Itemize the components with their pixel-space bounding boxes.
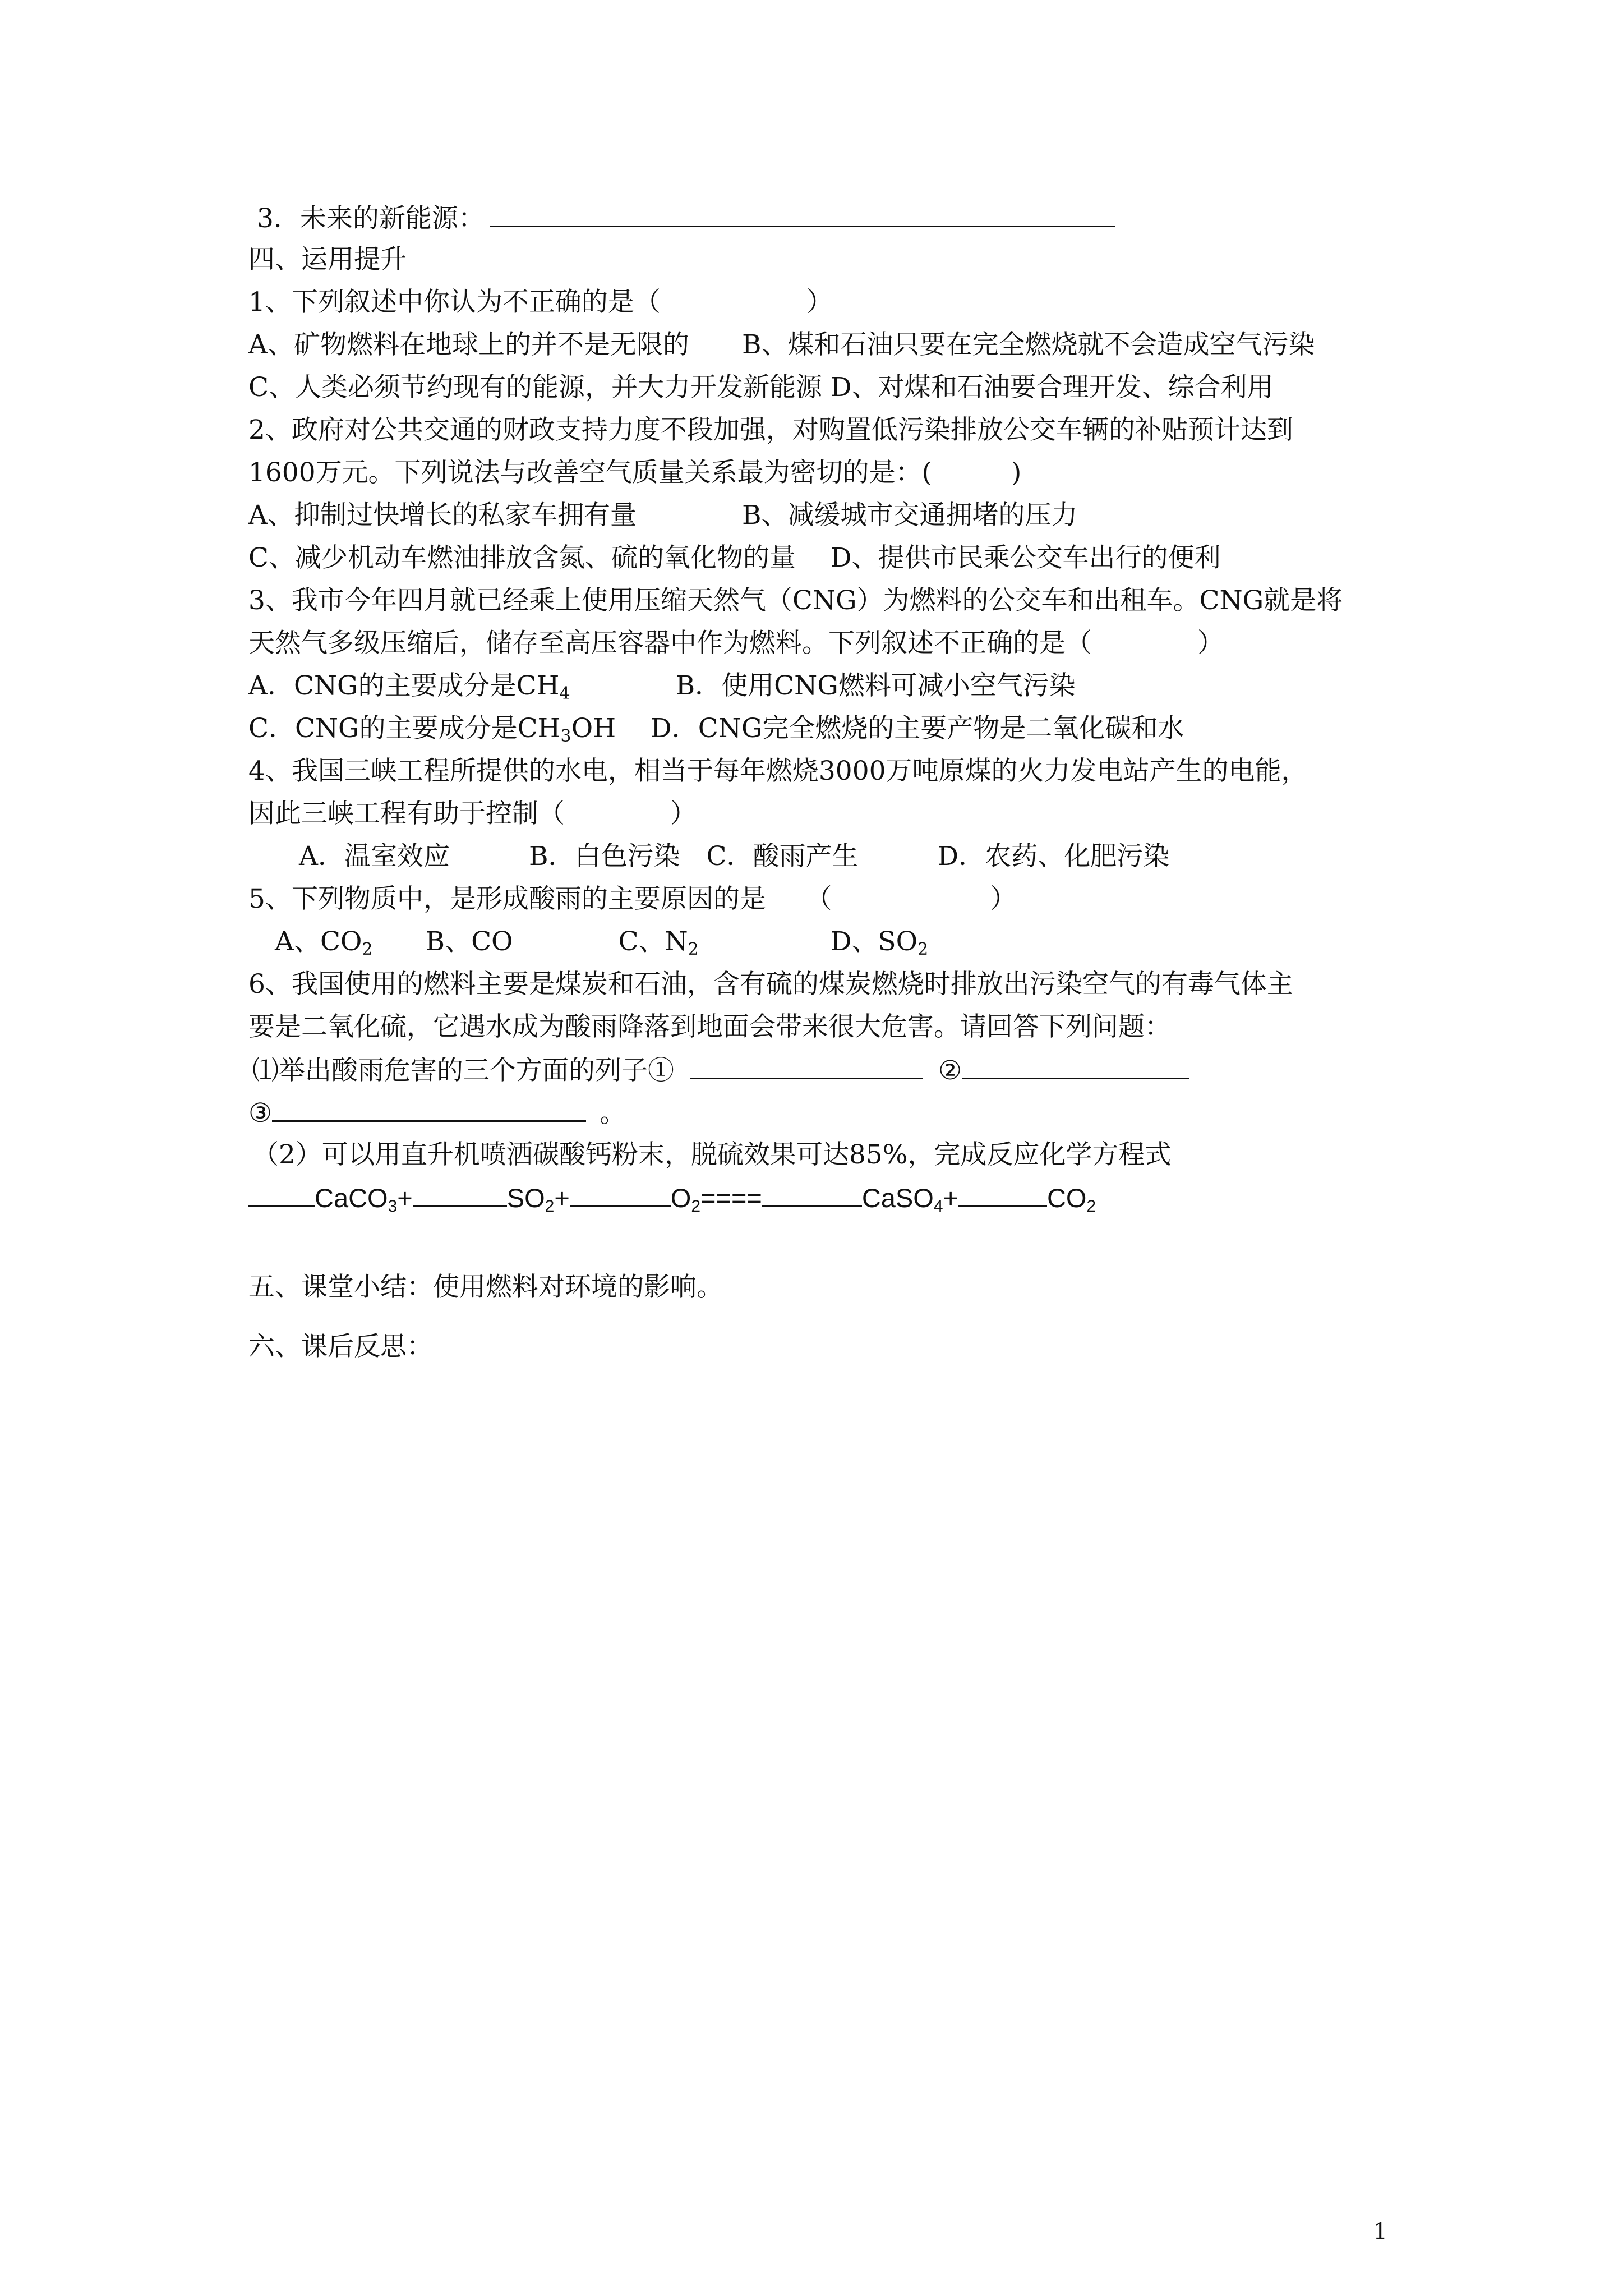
- q2-options-cd: C、减少机动车燃油排放含氮、硫的氧化物的量 D、提供市民乘公交车出行的便利: [248, 542, 1221, 573]
- q6-stem-line1: 6、我国使用的燃料主要是煤炭和石油，含有硫的煤炭燃烧时排放出污染空气的有毒气体主: [248, 969, 1293, 1000]
- coefficient-blank[interactable]: [762, 1181, 862, 1207]
- q2-options-ab: A、抑制过快增长的私家车拥有量 B、减缓城市交通拥堵的压力: [248, 500, 1078, 531]
- q6-part1-line2: ③ 。: [248, 1096, 626, 1130]
- q3-stem-line2: 天然气多级压缩后，储存至高压容器中作为燃料。下列叙述不正确的是（ ）: [248, 628, 1224, 659]
- answer-blank[interactable]: [490, 201, 1115, 227]
- section-5-summary: 五、课堂小结：使用燃料对环境的影响。: [248, 1272, 723, 1303]
- page-number: 1: [1373, 2219, 1387, 2244]
- q2-stem-line1: 2、政府对公共交通的财政支持力度不段加强，对购置低污染排放公交车辆的补贴预计达到: [248, 415, 1293, 445]
- q2-stem-line2: 1600万元。下列说法与改善空气质量关系最为密切的是：( ): [248, 457, 1022, 488]
- q5-options: A、$CO_2$ B、CO C、$N_2$ D、$SO_2$: [275, 926, 929, 959]
- section-4-heading: 四、运用提升: [248, 244, 407, 275]
- q1-options-cd: C、人类必须节约现有的能源，并大力开发新能源 D、对煤和石油要合理开发、综合利用: [248, 372, 1274, 403]
- q3-stem-line1: 3、我市今年四月就已经乘上使用压缩天然气（CNG）为燃料的公交车和出租车。CNG就是将: [248, 585, 1343, 616]
- chemical-equation: CaCO$_3$+ $SO_2+ O_2====$ CaSO$_4$+ $CO_2$: [248, 1181, 1096, 1215]
- q3-new-energy: 3．未来的新能源：: [257, 201, 1115, 236]
- q1-stem: 1、下列叙述中你认为不正确的是（ ）: [248, 287, 833, 318]
- coefficient-blank[interactable]: [958, 1181, 1047, 1207]
- q4-options: A．温室效应 B．白色污染 C．酸雨产生 D．农药、化肥污染: [299, 841, 1170, 872]
- q4-stem-line1: 4、我国三峡工程所提供的水电，相当于每年燃烧3000万吨原煤的火力发电站产生的电能，: [248, 756, 1308, 786]
- q6-stem-line2: 要是二氧化硫，它遇水成为酸雨降落到地面会带来很大危害。请回答下列问题：: [248, 1011, 1171, 1042]
- q3-options-ab: A．CNG的主要成分是$CH_4$ B．使用CNG燃料可减小空气污染: [248, 670, 1076, 703]
- q4-stem-line2: 因此三峡工程有助于控制（ ）: [248, 798, 697, 829]
- q3-options-cd: C．CNG的主要成分是$CH_3OH$ D．CNG完全燃烧的主要产物是二氧化碳和水: [248, 713, 1184, 746]
- q6-part1-line1: ⑴举出酸雨危害的三个方面的列子① ②: [252, 1053, 1189, 1088]
- coefficient-blank[interactable]: [570, 1181, 671, 1207]
- q1-options-ab: A、矿物燃料在地球上的并不是无限的 B、煤和石油只要在完全燃烧就不会造成空气污染: [248, 329, 1315, 360]
- answer-blank[interactable]: [962, 1053, 1189, 1079]
- coefficient-blank[interactable]: [413, 1181, 507, 1207]
- answer-blank[interactable]: [690, 1053, 923, 1079]
- answer-blank[interactable]: [272, 1096, 586, 1122]
- q5-stem: 5、下列物质中，是形成酸雨的主要原因的是 （ ）: [248, 884, 1017, 914]
- section-6-reflection: 六、课后反思：: [248, 1331, 433, 1362]
- q6-part2-stem: （2）可以用直升机喷洒碳酸钙粉末，脱硫效果可达85%，完成反应化学方程式: [252, 1139, 1172, 1170]
- coefficient-blank[interactable]: [248, 1181, 315, 1207]
